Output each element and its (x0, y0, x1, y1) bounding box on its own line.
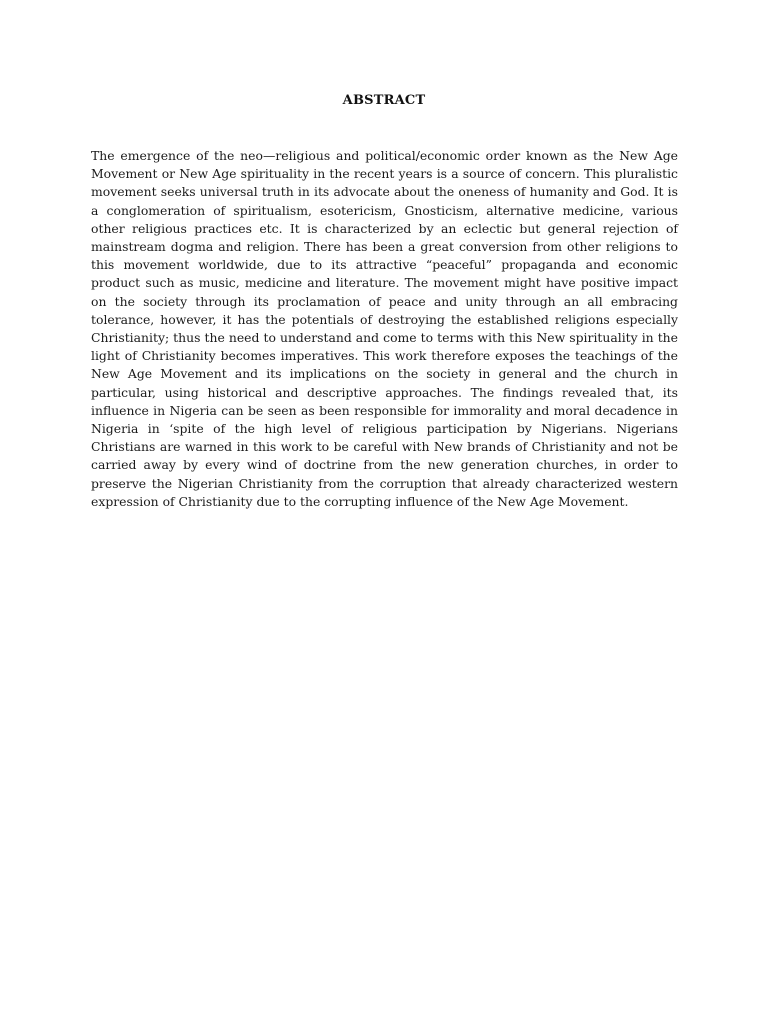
abstract-heading: ABSTRACT (342, 93, 426, 108)
abstract-paragraph: The emergence of the neo—religious and political/economic order known as the New Age Movement or New Age spirituality in the recent years is a source of concern. This pluralistic movement seeks universal truth in its advocate about the oneness of humanity and God. It is a conglomeration of spiritualism, esotericism, Gnosticism, alternative medicine, various other religious practices etc. It is characterized by an eclectic but general rejection of mainstream dogma and religion. There has been a great conversion from other religions to this movement worldwide, due to its attractive “peaceful” propaganda and economic product such as music, medicine and literature. The movement might have positive impact on the society through its proclamation of peace and unity through an all embracing tolerance, however, it has the potentials of destroying the established religions especially Christianity; thus the need to understand and come to terms with this New spirituality in the light of Christianity becomes imperatives. This work therefore exposes the teachings of the New Age Movement and its implications on the society in general and the church in particular, using historical and descriptive approaches. The findings revealed that, its influence in Nigeria can be seen as been responsible for immorality and moral decadence in Nigeria in ‘spite of the high level of religious participation by Nigerians. Nigerians Christians are warned in this work to be careful with New brands of Christianity and not be carried away by every wind of doctrine from the new generation churches, in order to preserve the Nigerian Christianity from the corruption that already characterized western expression of Christianity due to the corrupting influence of the New Age Movement. (91, 148, 678, 509)
